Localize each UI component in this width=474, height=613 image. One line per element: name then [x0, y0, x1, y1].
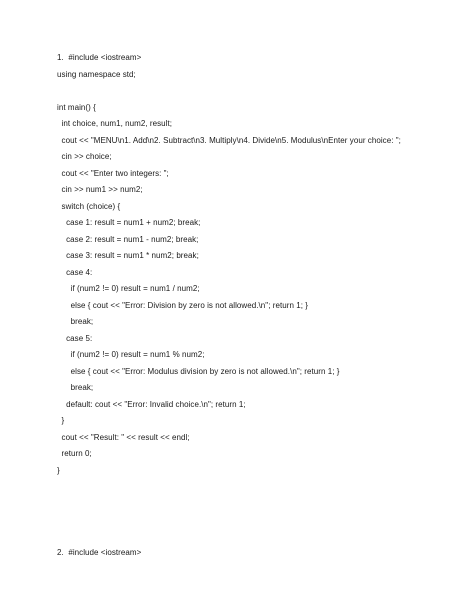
- code-line: case 3: result = num1 * num2; break;: [57, 251, 199, 260]
- code-line: using namespace std;: [57, 70, 136, 79]
- code-line: 1. #include <iostream>: [57, 53, 142, 62]
- code-line: if (num2 != 0) result = num1 / num2;: [57, 284, 200, 293]
- code-line: cout << "MENU\n1. Add\n2. Subtract\n3. Multiply\n4. Divide\n5. Modulus\nEnter your choice: ";: [57, 136, 401, 145]
- code-line: case 4:: [57, 268, 93, 277]
- code-line: else { cout << "Error: Modulus division by zero is not allowed.\n"; return 1; }: [57, 367, 340, 376]
- code-line: case 5:: [57, 334, 93, 343]
- code-line: int choice, num1, num2, result;: [57, 119, 173, 128]
- code-line: 2. #include <iostream>: [57, 548, 142, 557]
- code-line: case 1: result = num1 + num2; break;: [57, 218, 201, 227]
- code-line: cout << "Result: " << result << endl;: [57, 433, 190, 442]
- code-line: cin >> choice;: [57, 152, 112, 161]
- code-line: break;: [57, 317, 94, 326]
- code-line: return 0;: [57, 449, 92, 458]
- code-line: }: [57, 466, 60, 475]
- code-line: if (num2 != 0) result = num1 % num2;: [57, 350, 205, 359]
- code-line: cout << "Enter two integers: ";: [57, 169, 169, 178]
- code-line: cin >> num1 >> num2;: [57, 185, 143, 194]
- code-line: }: [57, 416, 65, 425]
- code-line: else { cout << "Error: Division by zero is not allowed.\n"; return 1; }: [57, 301, 308, 310]
- code-line: switch (choice) {: [57, 202, 121, 211]
- code-line: default: cout << "Error: Invalid choice.\n"; return 1;: [57, 400, 246, 409]
- code-line: break;: [57, 383, 94, 392]
- code-line: case 2: result = num1 - num2; break;: [57, 235, 199, 244]
- code-line: int main() {: [57, 103, 96, 112]
